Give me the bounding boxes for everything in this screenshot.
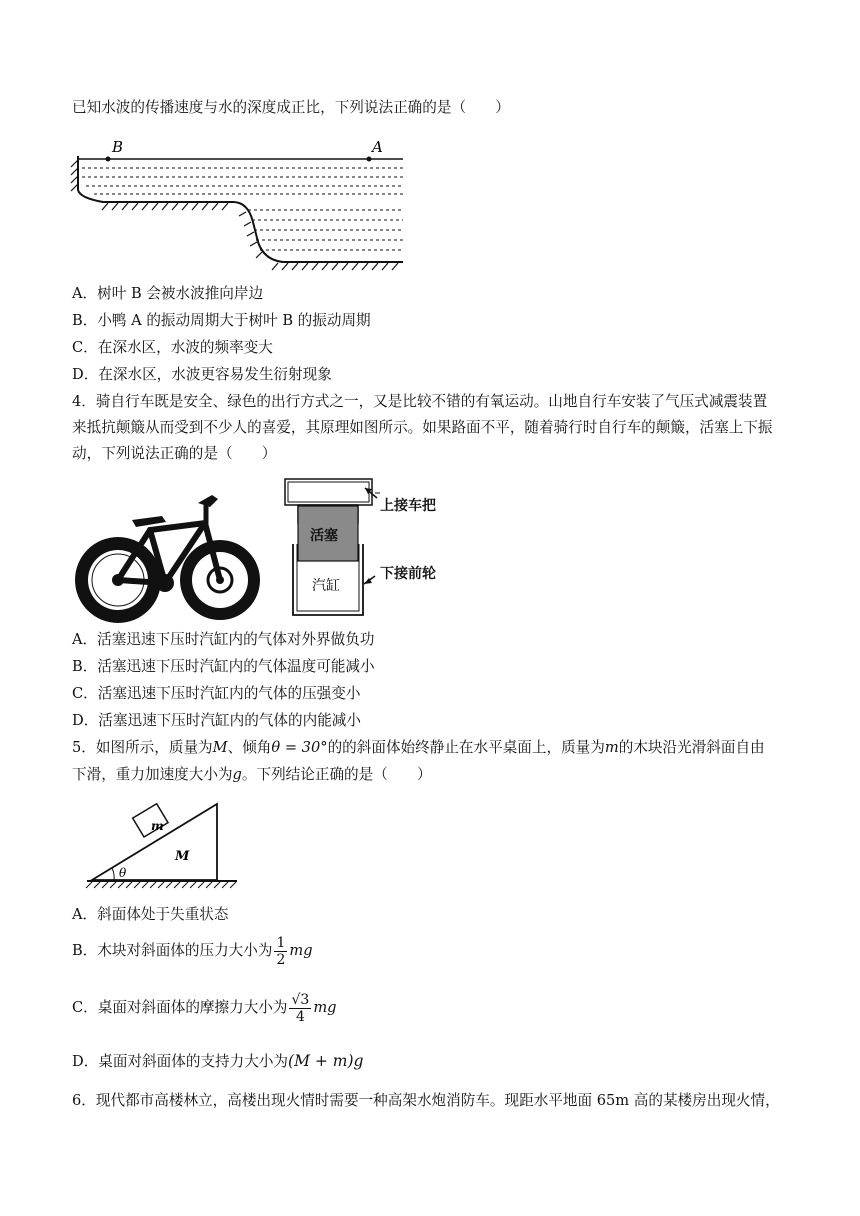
piston-label: 活塞 bbox=[310, 528, 338, 544]
q4-option-d: D．活塞迅速下压时汽缸内的气体的内能减小 bbox=[72, 712, 361, 729]
q4-line-2: 来抵抗颠簸从而受到不少人的喜爱，其原理如图所示。如果路面不平，随着骑行时自行车的颠簸，活塞上下振 bbox=[72, 419, 773, 436]
q4-option-a: A．活塞迅速下压时汽缸内的气体对外界做负功 bbox=[72, 631, 375, 648]
theta-expression: θ = 30° bbox=[271, 739, 328, 756]
q4-line-3: 动，下列说法正确的是（ ） bbox=[72, 445, 277, 462]
block-label: m bbox=[151, 819, 164, 833]
angle-label: θ bbox=[119, 866, 127, 880]
q6-line-1: 6．现代都市高楼林立，高楼出现火情时需要一种高架水炮消防车。现距水平地面 65m 高的某楼房出现火情， bbox=[72, 1092, 780, 1109]
q5-option-b: B．木块对斜面体的压力大小为 $\frac{1}{2}$ mg bbox=[72, 934, 313, 968]
bottom-connect-label: 下接前轮 bbox=[380, 566, 436, 582]
q4-option-b: B．活塞迅速下压时汽缸内的气体温度可能减小 bbox=[72, 658, 375, 675]
q5-line-2: 下滑，重力加速度大小为g。下列结论正确的是（ ） bbox=[72, 766, 432, 783]
q4-line-1: 4．骑自行车既是安全、绿色的出行方式之一，又是比较不错的有氧运动。山地自行车安装了气压式减震装置 bbox=[72, 393, 768, 410]
q4-option-c: C．活塞迅速下压时汽缸内的气体的压强变小 bbox=[72, 685, 361, 702]
q3-stem: 已知水波的传播速度与水的深度成正比，下列说法正确的是（ ） bbox=[72, 99, 510, 116]
bicycle-figure bbox=[70, 485, 265, 630]
body-label: M bbox=[175, 849, 190, 864]
q5-line-1: 5．如图所示，质量为M、倾角θ = 30°的的斜面体始终静止在水平桌面上，质量为m的木块沿光滑斜面自由 bbox=[72, 739, 765, 756]
water-wave-figure bbox=[68, 132, 413, 272]
leaf-point bbox=[106, 157, 111, 162]
cylinder-label: 汽缸 bbox=[312, 578, 340, 594]
fraction-one-half: $\frac{1}{2}$ bbox=[276, 934, 286, 968]
q5-option-a: A．斜面体处于失重状态 bbox=[72, 906, 229, 923]
q3-option-a: A．树叶 B 会被水波推向岸边 bbox=[72, 285, 264, 302]
incline-figure bbox=[82, 798, 242, 892]
label-B: B bbox=[112, 138, 124, 156]
q5-option-d: D．桌面对斜面体的支持力大小为(M + m)g bbox=[72, 1052, 364, 1070]
q3-option-b: B．小鸭 A 的振动周期大于树叶 B 的振动周期 bbox=[72, 312, 371, 329]
q5-option-c: C．桌面对斜面体的摩擦力大小为 $\frac{√3}{4}$ mg bbox=[72, 991, 337, 1025]
duck-point bbox=[367, 157, 372, 162]
fraction-sqrt3-over-4: $\frac{√3}{4}$ bbox=[291, 991, 310, 1025]
q3-option-c: C．在深水区，水波的频率变大 bbox=[72, 339, 273, 356]
label-A: A bbox=[372, 138, 383, 156]
shock-absorber-figure bbox=[280, 476, 455, 621]
top-connect-label: 上接车把 bbox=[380, 498, 436, 514]
q3-option-d: D．在深水区，水波更容易发生衍射现象 bbox=[72, 366, 332, 383]
